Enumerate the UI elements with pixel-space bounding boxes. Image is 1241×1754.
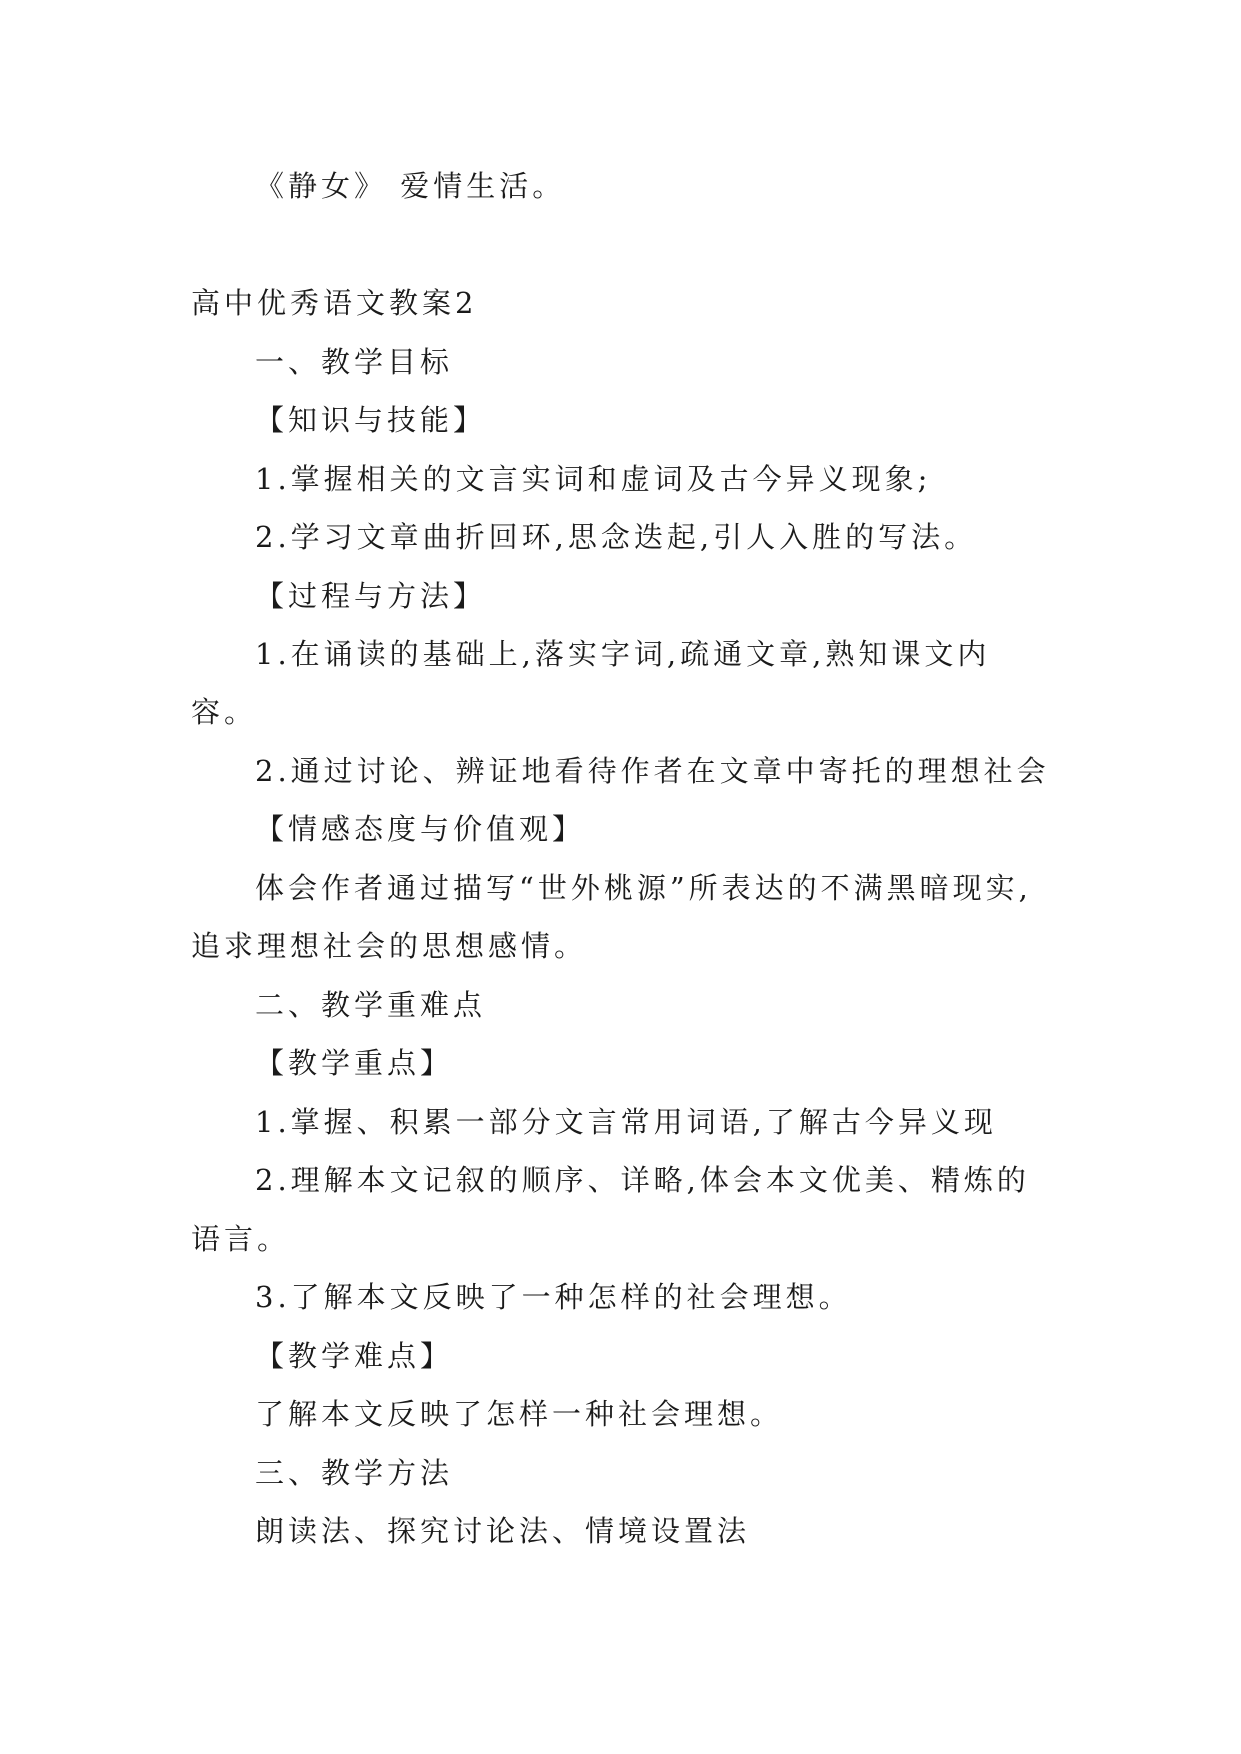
text-line: 语言。 [191, 1222, 291, 1256]
text-line: 体会作者通过描写“世外桃源”所表达的不满黑暗现实, [255, 871, 1032, 905]
text-line: 朗读法、探究讨论法、情境设置法 [255, 1514, 751, 1548]
text-line: 3.了解本文反映了一种怎样的社会理想。 [255, 1280, 852, 1314]
heading-line: 二、教学重难点 [255, 988, 487, 1022]
text-line: 1.掌握、积累一部分文言常用词语,了解古今异义现 [255, 1105, 997, 1139]
text-line: 追求理想社会的思想感情。 [191, 929, 588, 963]
section-title: 高中优秀语文教案2 [191, 286, 478, 320]
subheading-line: 【教学重点】 [255, 1046, 454, 1080]
subheading-line: 【教学难点】 [255, 1339, 454, 1373]
heading-line: 一、教学目标 [255, 345, 454, 379]
subheading-line: 【过程与方法】 [255, 579, 487, 613]
text-line: 1.在诵读的基础上,落实字词,疏通文章,熟知课文内 [255, 637, 991, 671]
subheading-line: 【情感态度与价值观】 [255, 812, 586, 846]
text-line: 《静女》 爱情生活。 [255, 169, 566, 203]
text-line: 容。 [191, 695, 258, 729]
text-line: 2.通过讨论、辨证地看待作者在文章中寄托的理想社会 [255, 754, 1050, 788]
subheading-line: 【知识与技能】 [255, 403, 487, 437]
text-line: 2.学习文章曲折回环,思念迭起,引人入胜的写法。 [255, 520, 978, 554]
heading-line: 三、教学方法 [255, 1456, 454, 1490]
text-line: 2.理解本文记叙的顺序、详略,体会本文优美、精炼的 [255, 1163, 1030, 1197]
text-line: 1.掌握相关的文言实词和虚词及古今异义现象; [255, 462, 932, 496]
text-line: 了解本文反映了怎样一种社会理想。 [255, 1397, 784, 1431]
